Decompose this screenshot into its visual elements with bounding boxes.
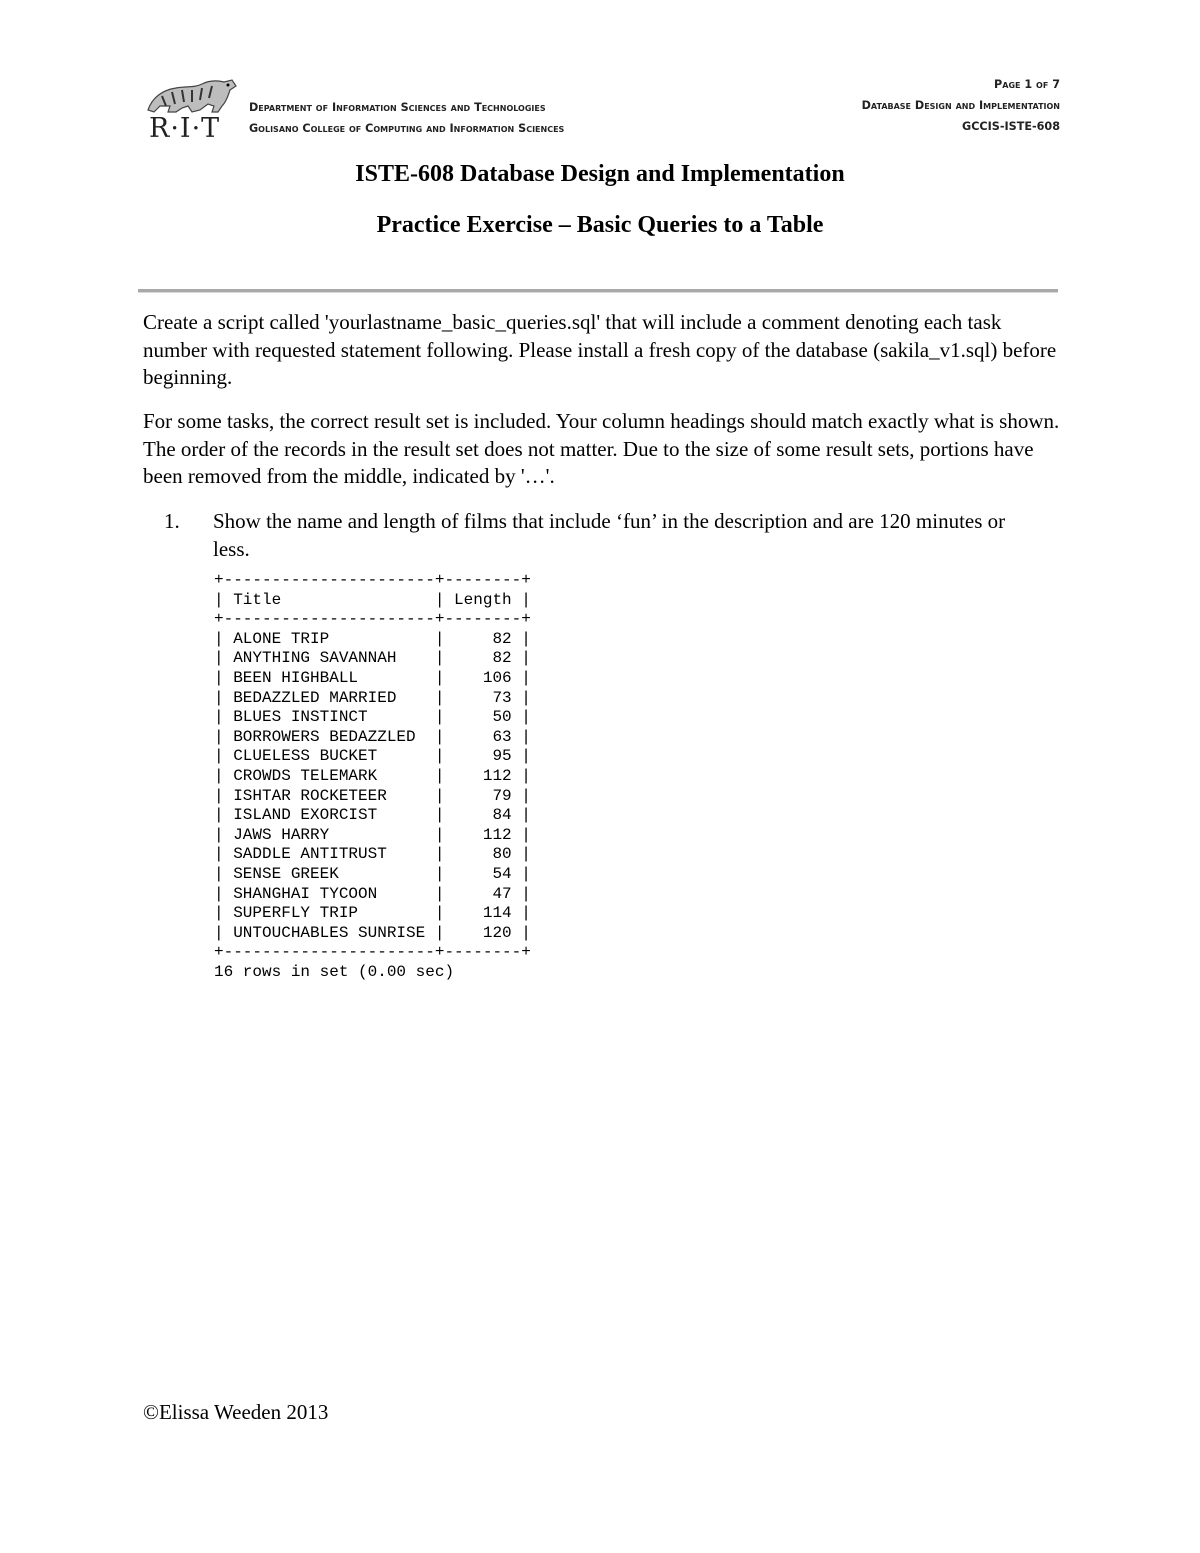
table-row: | JAWS HARRY | 112 | <box>214 825 531 844</box>
task-text: Show the name and length of films that include ‘fun’ in the description and are 120 minutes or less. <box>213 509 1006 561</box>
college-name: Golisano College of Computing and Information Sciences <box>249 122 565 135</box>
document-title: ISTE-608 Database Design and Implementation <box>355 161 845 187</box>
horizontal-divider <box>138 289 1058 293</box>
table-row: | ANYTHING SAVANNAH | 82 | <box>214 649 531 668</box>
table-row: | ISLAND EXORCIST | 84 | <box>214 806 531 825</box>
table-border: +----------------------+--------+ <box>214 610 531 629</box>
table-border: +----------------------+--------+ <box>214 571 531 589</box>
copyright-footer: ©Elissa Weeden 2013 <box>143 1400 329 1424</box>
task-number: 1. <box>164 509 180 533</box>
table-row: | SUPERFLY TRIP | 114 | <box>214 904 531 923</box>
table-row: | ALONE TRIP | 82 | <box>214 629 531 648</box>
table-header-row: | Title | Length | <box>214 590 531 609</box>
course-header <box>862 74 1060 137</box>
table-row: | BEDAZZLED MARRIED | 73 | <box>214 688 531 707</box>
tiger-icon <box>142 76 240 116</box>
table-row: | SENSE GREEK | 54 | <box>214 864 531 883</box>
table-row: | SHANGHAI TYCOON | 47 | <box>214 884 531 903</box>
page-number: Page 1 of 7 <box>994 78 1060 91</box>
table-row: | CLUELESS BUCKET | 95 | <box>214 747 531 766</box>
table-row: | BLUES INSTINCT | 50 | <box>214 708 531 727</box>
table-row: | BEEN HIGHBALL | 106 | <box>214 668 531 687</box>
course-code: GCCIS-ISTE-608 <box>962 120 1060 133</box>
table-row: | BORROWERS BEDAZZLED | 63 | <box>214 727 531 746</box>
rit-logo-text: R·I·T <box>149 113 221 144</box>
table-row: | ISHTAR ROCKETEER | 79 | <box>214 786 531 805</box>
document-subtitle: Practice Exercise – Basic Queries to a Table <box>376 212 824 238</box>
result-summary: 16 rows in set (0.00 sec) <box>214 962 455 981</box>
result-table <box>214 571 531 982</box>
table-row: | SADDLE ANTITRUST | 80 | <box>214 845 531 864</box>
department-name: Department of Information Sciences and Technologies <box>249 101 546 114</box>
table-border: +----------------------+--------+ <box>214 943 531 962</box>
intro-paragraph: For some tasks, the correct result set is included. Your column headings should match exactly what is shown. The order of the records in the result set does not matter. Due to the size of some result sets, portions have been removed from the middle, indicated by '…'. <box>143 409 1060 488</box>
department-header <box>249 97 564 139</box>
table-row: | CROWDS TELEMARK | 112 | <box>214 766 531 785</box>
intro-paragraph: Create a script called 'yourlastname_basic_queries.sql' that will include a comment denoting each task number with requested statement following. Please install a fresh copy of the database (sakila_v1.sql) before beginning. <box>143 310 1057 389</box>
course-name: Database Design and Implementation <box>861 99 1060 112</box>
table-row: | UNTOUCHABLES SUNRISE | 120 | <box>214 923 531 942</box>
